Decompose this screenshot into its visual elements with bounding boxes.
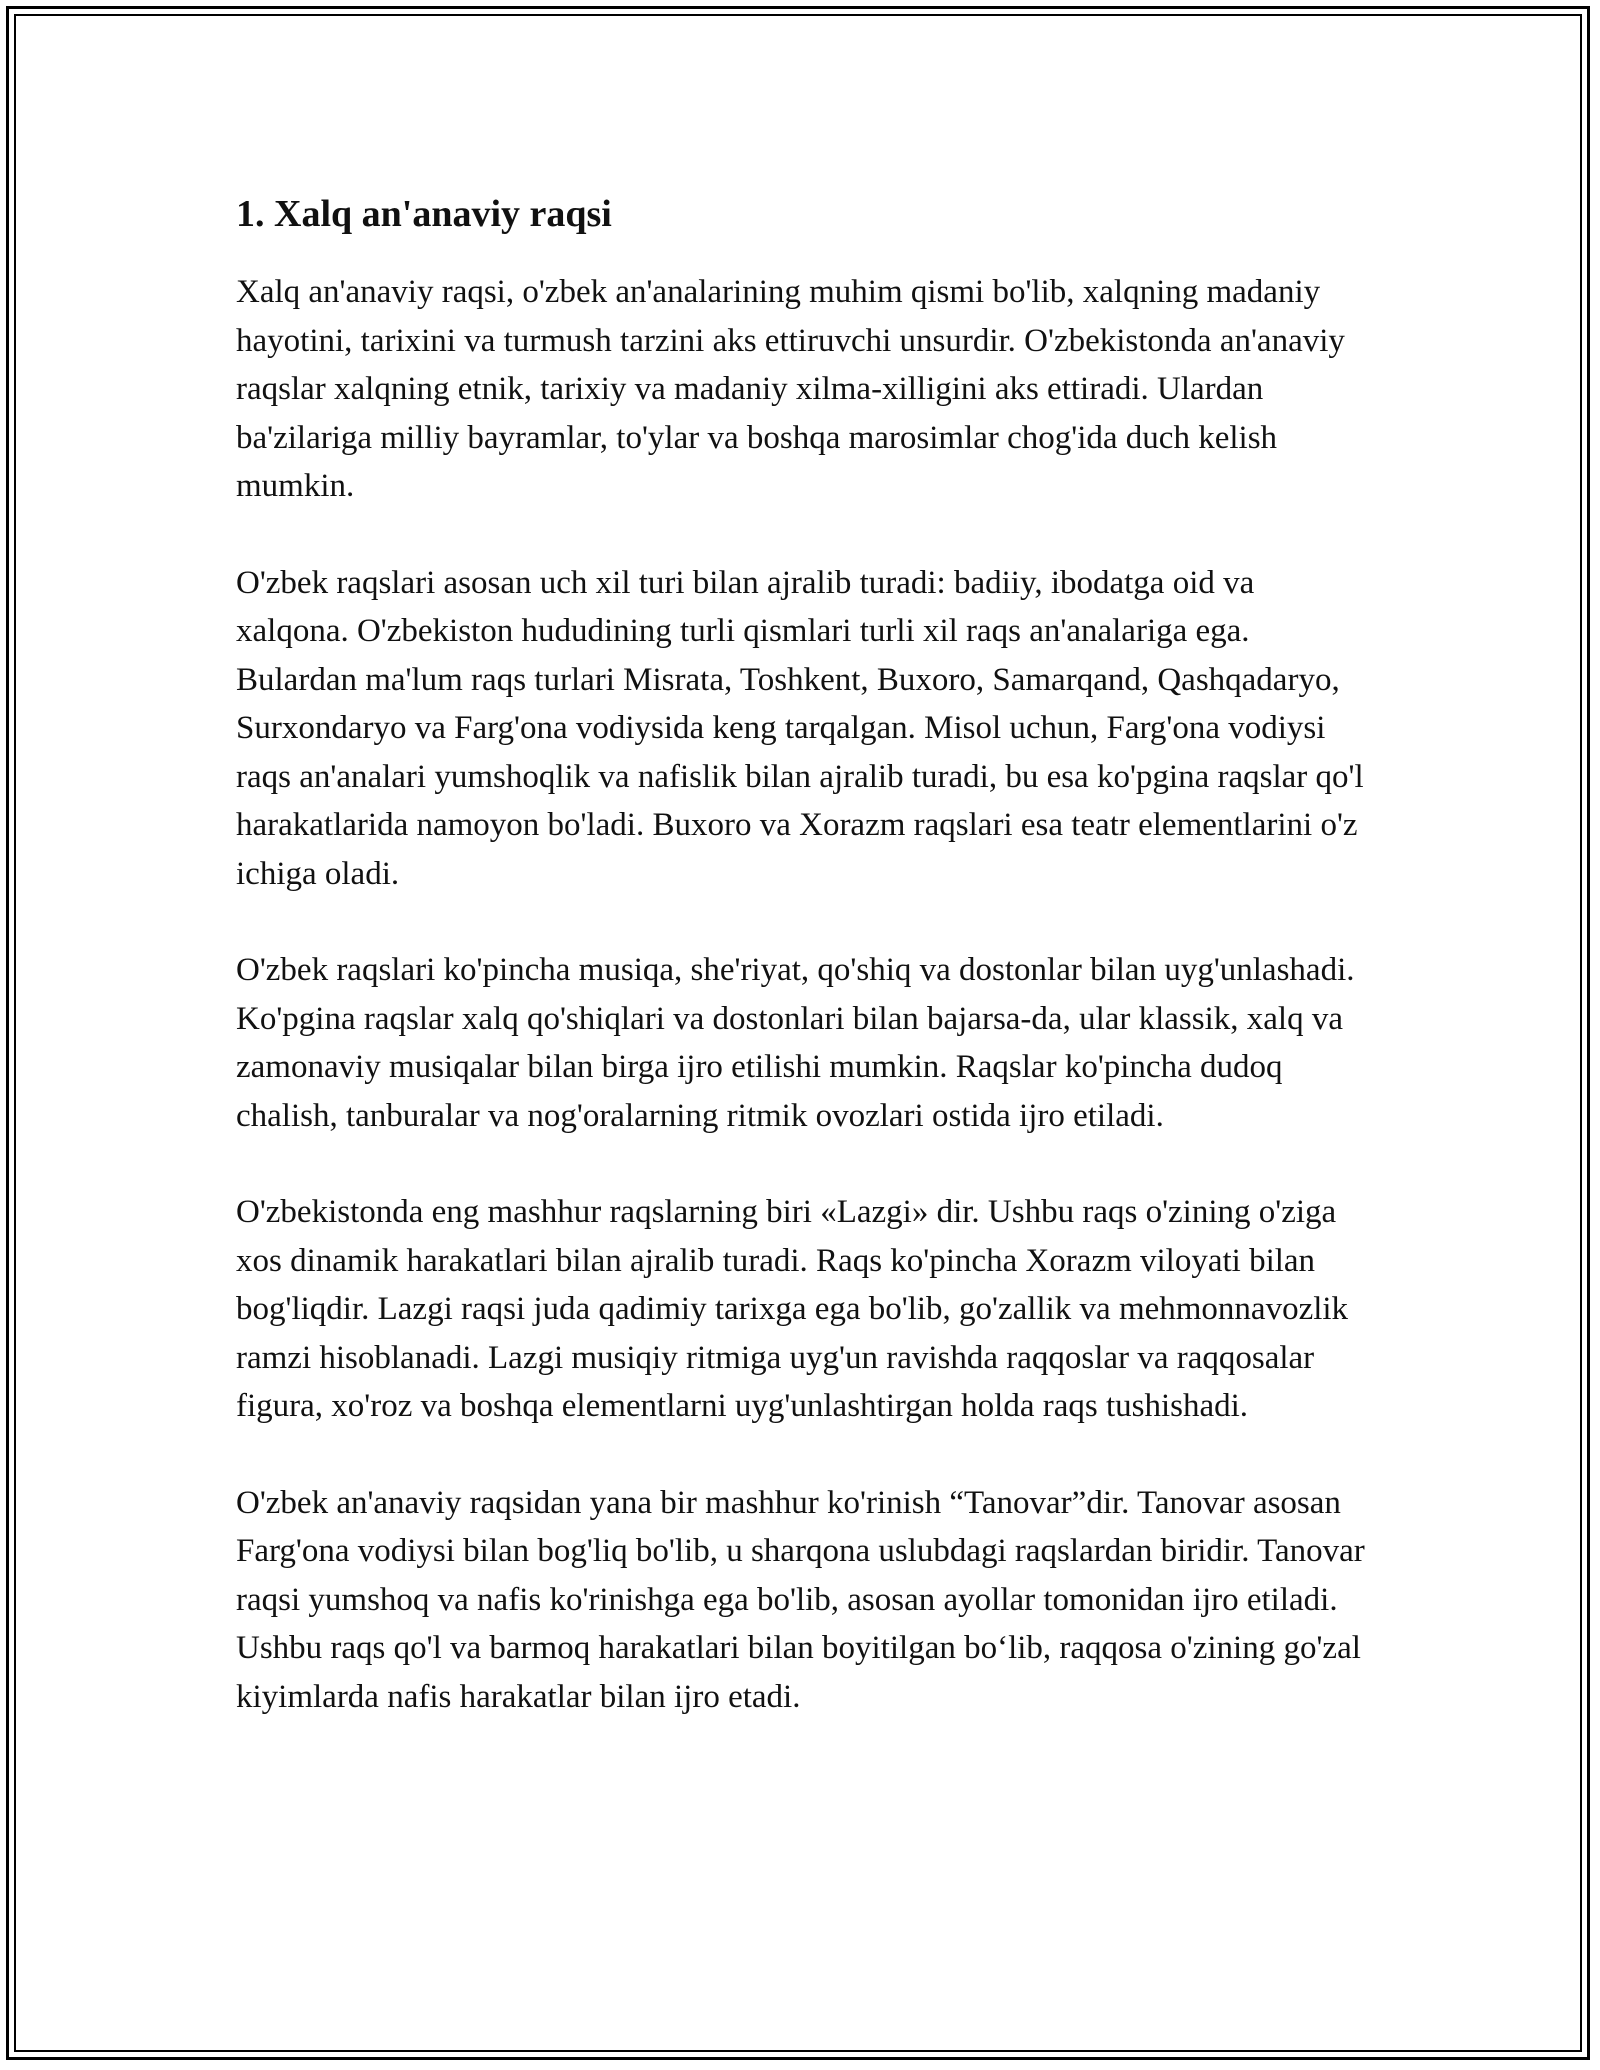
paragraph-lazgi: O'zbekistonda eng mashhur raqslarning biri «Lazgi» dir. Ushbu raqs o'zining o'ziga xos dinamik harakatlari bilan ajralib turadi. Raqs ko'pincha Xorazm viloyati bilan bog'liqdir. Lazgi raqsi juda qadimiy tarixga ega bo'lib, go'zallik va mehmonnavozlik ramzi hisoblanadi. Lazgi musiqiy ritmiga uyg'un ravishda raqqoslar va raqqosalar figura, xo'roz va boshqa elementlarni uyg'unlashtirgan holda raqs tushishadi. (236, 1194, 1349, 1424)
document-body (236, 186, 1366, 1721)
paragraph-dance-types: O'zbek raqslari asosan uch xil turi bilan ajralib turadi: badiiy, ibodatga oid va xalqona. O'zbekiston hududining turli qismlari turli xil raqs an'analariga ega. Bulardan ma'lum raqs turlari Misrata, Toshkent, Buxoro, Samarqand, Qashqadaryo, Surxondaryo va Farg'ona vodiysida keng tarqalgan. Misol uchun, Farg'ona vodiysi raqs an'analari yumshoqlik va nafislik bilan ajralib turadi, bu esa ko'pgina raqslar qo'l harakatlarida namoyon bo'ladi. Buxoro va Xorazm raqslari esa teatr elementlarini o'z ichiga oladi. (236, 564, 1364, 892)
section-heading: 1. Xalq an'anaviy raqsi (236, 193, 612, 235)
paragraph-music: O'zbek raqslari ko'pincha musiqa, she'riyat, qo'shiq va dostonlar bilan uyg'unlashadi. Ko'pgina raqslar xalq qo'shiqlari va dostonlari bilan bajarsa-da, ular klassik, xalq va zamonaviy musiqalar bilan birga ijro etilishi mumkin. Raqslar ko'pincha dudoq chalish, tanburalar va nog'oralarning ritmik ovozlari ostida ijro etiladi. (236, 952, 1355, 1134)
paragraph-intro: Xalq an'anaviy raqsi, o'zbek an'analarining muhim qismi bo'lib, xalqning madaniy hayotini, tarixini va turmush tarzini aks ettiruvchi unsurdir. O'zbekistonda an'anaviy raqslar xalqning etnik, tarixiy va madaniy xilma-xilligini aks ettiradi. Ulardan ba'zilariga milliy bayramlar, to'ylar va boshqa marosimlar chog'ida duch kelish mumkin. (236, 274, 1345, 504)
paragraph-tanovar: O'zbek an'anaviy raqsidan yana bir mashhur ko'rinish “Tanovar”dir. Tanovar asosan Farg'ona vodiysi bilan bog'liq bo'lib, u sharqona uslubdagi raqslardan biridir. Tanovar raqsi yumshoq va nafis ko'rinishga ega bo'lib, asosan ayollar tomonidan ijro etiladi. Ushbu raqs qo'l va barmoq harakatlari bilan boyitilgan bo‘lib, raqqosa o'zining go'zal kiyimlarda nafis harakatlar bilan ijro etadi. (236, 1484, 1365, 1715)
